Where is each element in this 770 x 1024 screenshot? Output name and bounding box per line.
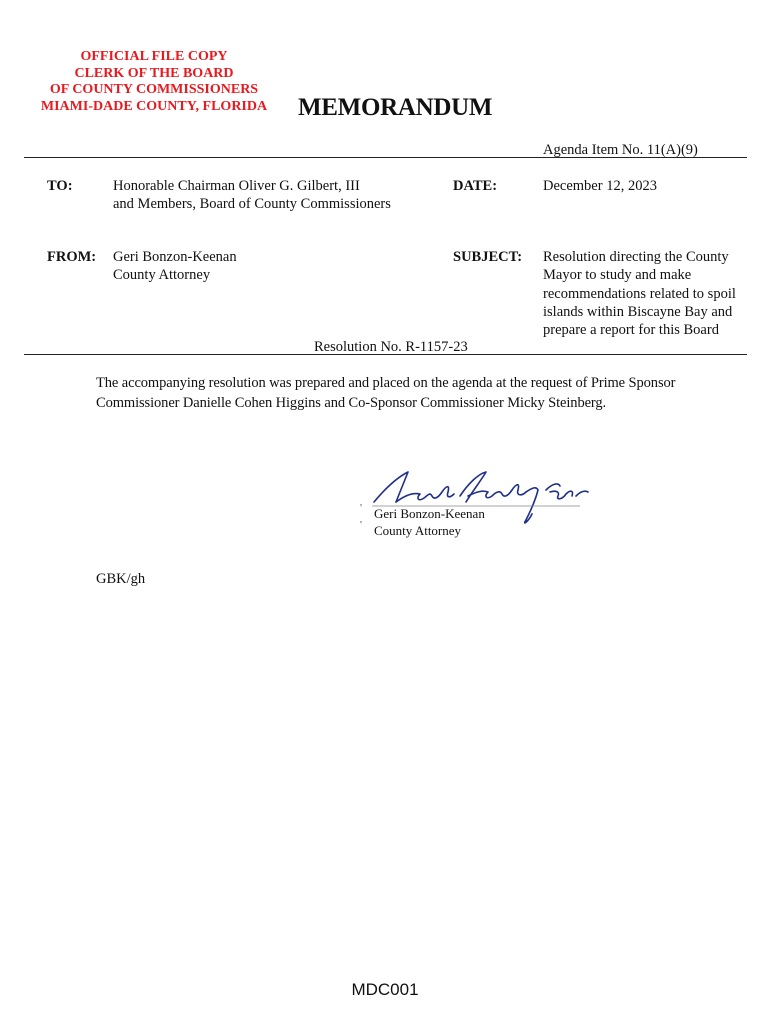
agenda-item-number: Agenda Item No. 11(A)(9) (543, 142, 698, 158)
header-divider (24, 157, 747, 158)
resolution-number: Resolution No. R-1157-23 (314, 339, 468, 355)
date-value: December 12, 2023 (543, 178, 657, 194)
memo-body (96, 374, 675, 413)
body-line: The accompanying resolution was prepared and placed on the agenda at the request of Prime Sponsor (96, 375, 676, 391)
stamp-line: OFFICIAL FILE COPY (80, 49, 228, 64)
to-line: and Members, Board of County Commissioners (113, 196, 391, 213)
from-line: Geri Bonzon-Keenan (113, 249, 237, 265)
body-line: Commissioner Danielle Cohen Higgins and Co-Sponsor Commissioner Micky Steinberg. (96, 394, 607, 411)
subject-text (543, 248, 736, 339)
clerk-stamp (28, 49, 280, 115)
subject-line: islands within Biscayne Bay and (543, 303, 733, 320)
to-line: Honorable Chairman Oliver G. Gilbert, III (113, 178, 360, 194)
subject-label: SUBJECT: (453, 249, 523, 265)
from-line: County Attorney (113, 267, 211, 284)
to-recipients (113, 177, 391, 214)
signer-title: County Attorney (374, 523, 462, 538)
stamp-line: CLERK OF THE BOARD (74, 65, 234, 81)
stamp-line: OF COUNTY COMMISSIONERS (49, 82, 259, 97)
from-sender (113, 248, 237, 285)
signer-name: Geri Bonzon-Keenan (374, 506, 485, 521)
memo-title: MEMORANDUM (298, 94, 493, 121)
date-label: DATE: (453, 178, 498, 194)
subject-line: Mayor to study and make (543, 267, 692, 284)
typist-initials: GBK/gh (96, 571, 146, 587)
fields-divider (24, 354, 747, 355)
subject-line: recommendations related to spoil (543, 285, 736, 302)
signature-tick-marks: ' ' (360, 502, 362, 531)
stamp-line: MIAMI-DADE COUNTY, FLORIDA (40, 98, 268, 114)
from-label: FROM: (47, 249, 97, 265)
subject-line: prepare a report for this Board (543, 322, 719, 339)
page-footer-code: MDC001 (351, 980, 419, 999)
subject-line: Resolution directing the County (543, 249, 729, 265)
signature-block (374, 505, 485, 539)
to-label: TO: (47, 178, 73, 194)
